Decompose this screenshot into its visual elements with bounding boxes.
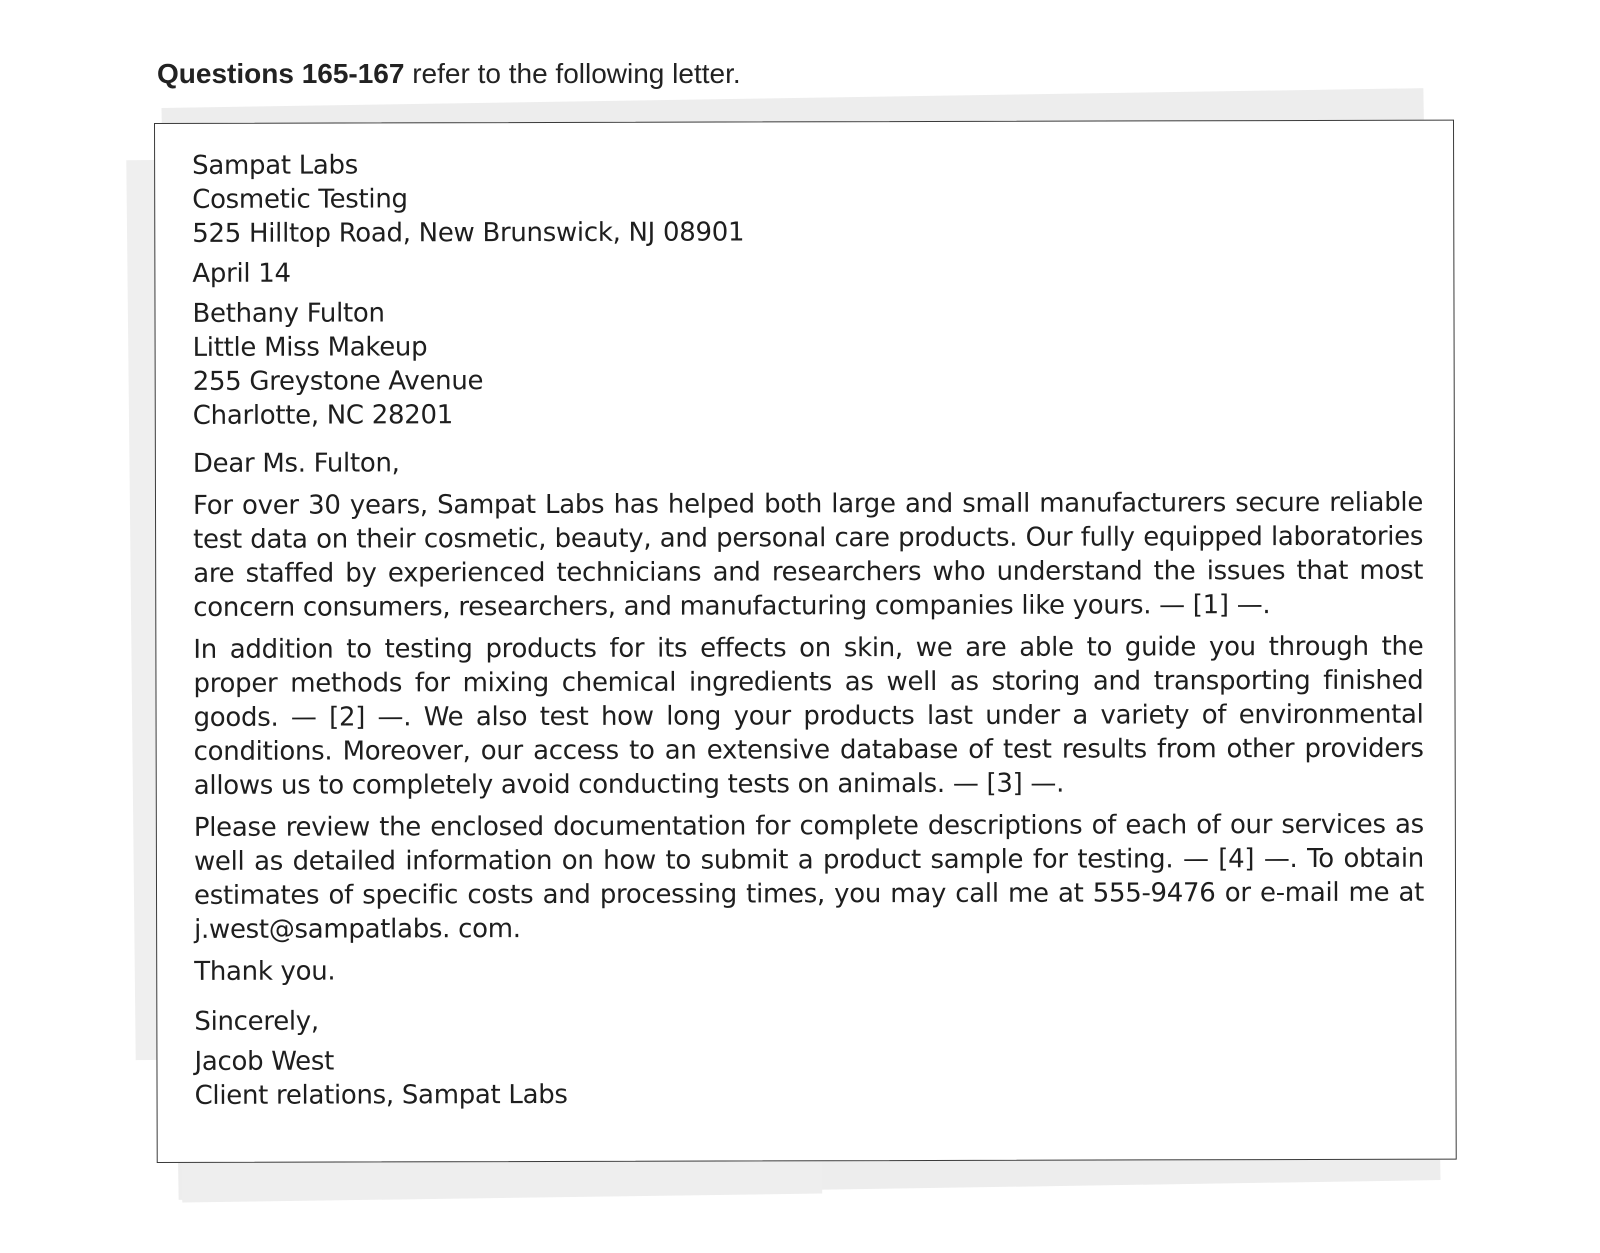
thanks-line: Thank you.: [194, 956, 336, 987]
recipient-address: [192, 294, 1422, 433]
question-instruction: refer to the following letter.: [404, 58, 741, 89]
paragraph-1: For over 30 years, Sampat Labs has helped both large and small manufacturers secure reliable test data on their cosmetic, beauty, and personal care products. Our fully equipped laboratories are staffed by experienced technicians and researchers who understand the issues that most concern consumers, researchers, and manufacturing companies like yours. — [1] —.: [192, 487, 1424, 623]
signer-title: Client relations, Sampat Labs: [194, 1079, 568, 1111]
sender-department: Cosmetic Testing: [192, 184, 408, 215]
letter-date: April 14: [192, 258, 291, 289]
signer-name: Jacob West: [194, 1046, 334, 1077]
recipient-company: Little Miss Makeup: [192, 332, 428, 363]
question-heading: [157, 58, 741, 90]
signature-block: [194, 1042, 1424, 1113]
letter-sheet: [154, 120, 1457, 1163]
recipient-street: 255 Greystone Avenue: [192, 366, 484, 397]
sender-address: [192, 146, 1422, 251]
paragraph-2: In addition to testing products for its effects on skin, we are able to guide you through the proper methods for mixing chemical ingredients as well as storing and transporting finished goods. — [2] —. We also test how long your products last under a variety of environmental conditions. Moreover, our access to an extensive database of test results from other providers allows us to completely avoid conducting tests on animals. — [3] —.: [193, 631, 1424, 801]
salutation: Dear Ms. Fulton,: [192, 448, 400, 479]
sender-street: 525 Hilltop Road, New Brunswick, NJ 08901: [192, 217, 745, 249]
recipient-city: Charlotte, NC 28201: [192, 400, 453, 431]
closing: Sincerely,: [194, 1006, 319, 1037]
question-range: Questions 165-167: [157, 58, 405, 89]
paragraph-3: Please review the enclosed documentation for complete descriptions of each of our services as well as detailed information on how to submit a product sample for testing. — [4] —. To obtain estimates of specific costs and processing times, you may call me at 555-9476 or e-mail me at j.west@sampatlabs. com.: [193, 809, 1425, 945]
recipient-name: Bethany Fulton: [192, 298, 385, 329]
letter-body: [192, 146, 1425, 1121]
sender-company: Sampat Labs: [192, 150, 358, 181]
